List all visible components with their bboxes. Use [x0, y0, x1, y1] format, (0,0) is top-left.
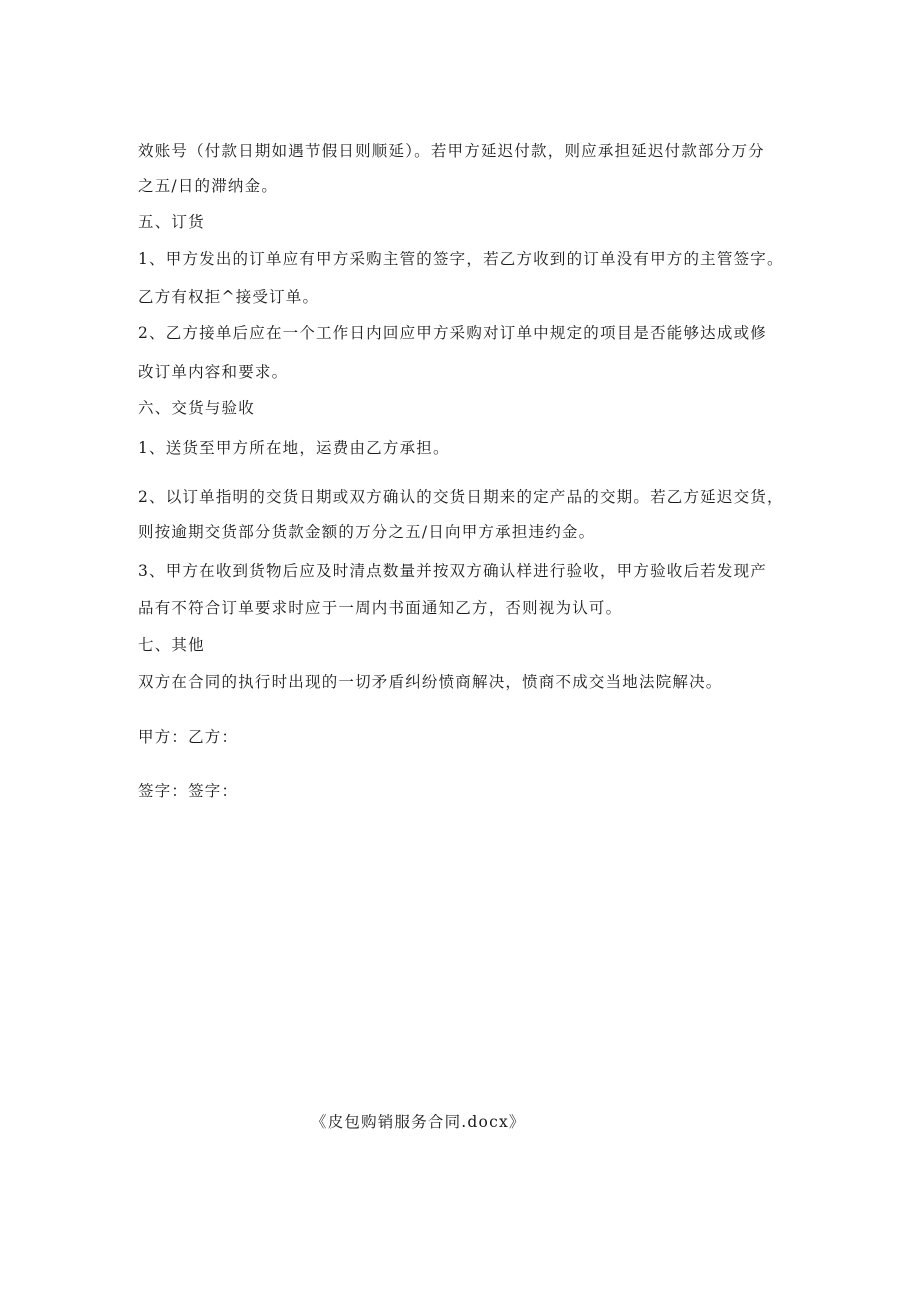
- clause-line: 品有不符合订单要求时应于一周内书面通知乙方，否则视为认可。: [138, 599, 623, 617]
- clause-line: 改订单内容和要求。: [138, 363, 289, 381]
- clause-line: 1、送货至甲方所在地，运费由乙方承担。: [138, 439, 450, 457]
- section-heading-6: 六、交货与验收: [138, 399, 255, 417]
- clause-line: 2、乙方接单后应在一个工作日内回应甲方采购对订单中规定的项目是否能够达成或修: [138, 324, 767, 342]
- section-heading-7: 七、其他: [138, 636, 205, 654]
- clause-line: 则按逾期交货部分货款金额的万分之五/日向甲方承担违约金。: [138, 523, 596, 541]
- document-footer-filename: 《皮包购销服务合同.docx》: [311, 1113, 526, 1131]
- body-line: 之五/日的滞纳金。: [138, 177, 279, 195]
- clause-line: 双方在合同的执行时出现的一切矛盾纠纷愤商解决，愤商不成交当地法院解决。: [138, 673, 723, 691]
- signature-label-line: 签字：签字：: [138, 782, 239, 800]
- clause-line: 1、甲方发出的订单应有甲方采购主管的签字，若乙方收到的订单没有甲方的主管签字。: [138, 250, 784, 268]
- clause-line: 乙方有权拒^接受订单。: [138, 288, 320, 306]
- body-line: 效账号（付款日期如遇节假日则顺延）。若甲方延迟付款，则应承担延迟付款部分万分: [138, 142, 765, 160]
- party-label-line: 甲方：乙方：: [138, 728, 239, 746]
- clause-line: 2、以订单指明的交货日期或双方确认的交货日期来的定产品的交期。若乙方延迟交货，: [138, 488, 784, 506]
- clause-line: 3、甲方在收到货物后应及时清点数量并按双方确认样进行验收，甲方验收后若发现产: [138, 562, 767, 580]
- section-heading-5: 五、订货: [138, 213, 205, 231]
